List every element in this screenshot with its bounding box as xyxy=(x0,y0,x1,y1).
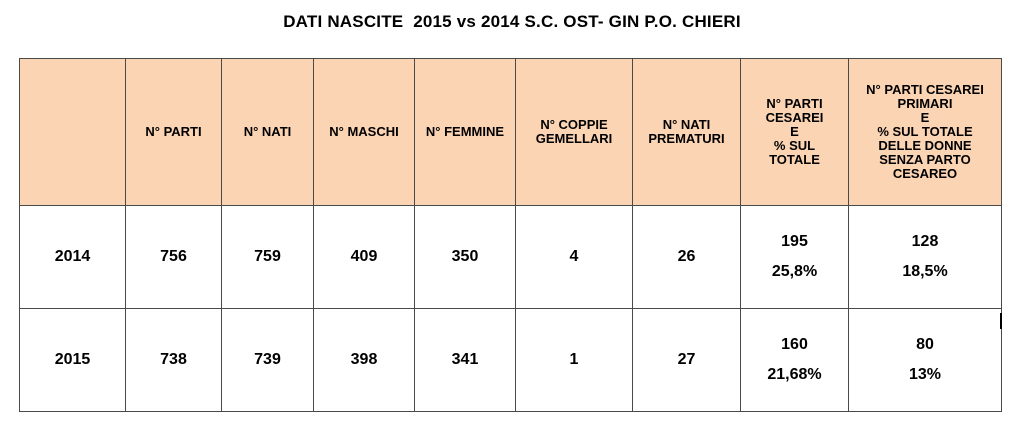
cesarei-cell xyxy=(741,206,849,309)
cesarei-primari-percent: 13% xyxy=(908,366,942,383)
header-cell-femmine xyxy=(415,59,516,206)
nati-prematuri-cell: 26 xyxy=(633,206,741,309)
maschi-cell: 409 xyxy=(314,206,415,309)
header-line: GEMELLARI xyxy=(535,131,613,146)
nati-cell: 739 xyxy=(222,309,314,412)
cesarei-primari-count: 128 xyxy=(911,233,939,250)
header-line: N° COPPIE xyxy=(540,117,608,132)
parti-cell: 738 xyxy=(126,309,222,412)
header-line: N° NATI xyxy=(243,124,292,139)
header-line: CESAREI xyxy=(765,110,824,125)
header-cell-parti xyxy=(126,59,222,206)
cesarei-count: 160 xyxy=(781,336,808,353)
page-title: DATI NASCITE 2015 vs 2014 S.C. OST- GIN P.O. CHIERI xyxy=(283,12,741,31)
header-cell-cesarei-primari xyxy=(849,59,1002,206)
header-line: CESAREO xyxy=(892,166,958,181)
header-line: N° MASCHI xyxy=(329,124,399,139)
table-row-2014 xyxy=(20,206,1002,309)
cesarei-percent: 21,68% xyxy=(767,366,822,383)
coppie-gemellari-cell: 1 xyxy=(516,309,633,412)
cesarei-percent: 25,8% xyxy=(771,263,818,280)
cesarei-cell xyxy=(741,309,849,412)
header-cell-maschi xyxy=(314,59,415,206)
header-line: N° PARTI CESAREI xyxy=(866,82,984,97)
cesarei-primari-cell xyxy=(849,206,1002,309)
header-cell-empty xyxy=(20,59,126,206)
parti-cell: 756 xyxy=(126,206,222,309)
year-cell: 2015 xyxy=(20,309,126,412)
header-cell-coppie-gemellari xyxy=(516,59,633,206)
table-row-2015 xyxy=(20,309,1002,412)
header-line: % SUL xyxy=(773,138,816,153)
header-cell-nati xyxy=(222,59,314,206)
header-line: PRIMARI xyxy=(897,96,953,111)
header-line: E xyxy=(920,110,930,125)
femmine-cell: 350 xyxy=(415,206,516,309)
cesarei-primari-count: 80 xyxy=(916,336,934,353)
header-cell-cesarei xyxy=(741,59,849,206)
header-line: TOTALE xyxy=(769,152,820,167)
year-cell: 2014 xyxy=(20,206,126,309)
text-cursor xyxy=(1000,313,1002,329)
header-line: N° NATI xyxy=(662,117,711,132)
nati-cell: 759 xyxy=(222,206,314,309)
cesarei-primari-percent: 18,5% xyxy=(902,263,948,280)
cesarei-primari-cell xyxy=(849,309,1002,412)
header-line: DELLE DONNE xyxy=(878,138,972,153)
header-line: PREMATURI xyxy=(648,131,725,146)
cesarei-count: 195 xyxy=(781,233,808,250)
header-line: SENZA PARTO xyxy=(879,152,971,167)
header-line: N° FEMMINE xyxy=(425,124,505,139)
header-line: % SUL TOTALE xyxy=(877,124,973,139)
header-line: N° PARTI xyxy=(766,96,823,111)
nati-prematuri-cell: 27 xyxy=(633,309,741,412)
femmine-cell: 341 xyxy=(415,309,516,412)
header-row xyxy=(20,59,1002,206)
header-line: N° PARTI xyxy=(145,124,202,139)
maschi-cell: 398 xyxy=(314,309,415,412)
coppie-gemellari-cell: 4 xyxy=(516,206,633,309)
births-table xyxy=(19,58,1002,412)
header-line: E xyxy=(790,124,799,139)
header-cell-nati-prematuri xyxy=(633,59,741,206)
